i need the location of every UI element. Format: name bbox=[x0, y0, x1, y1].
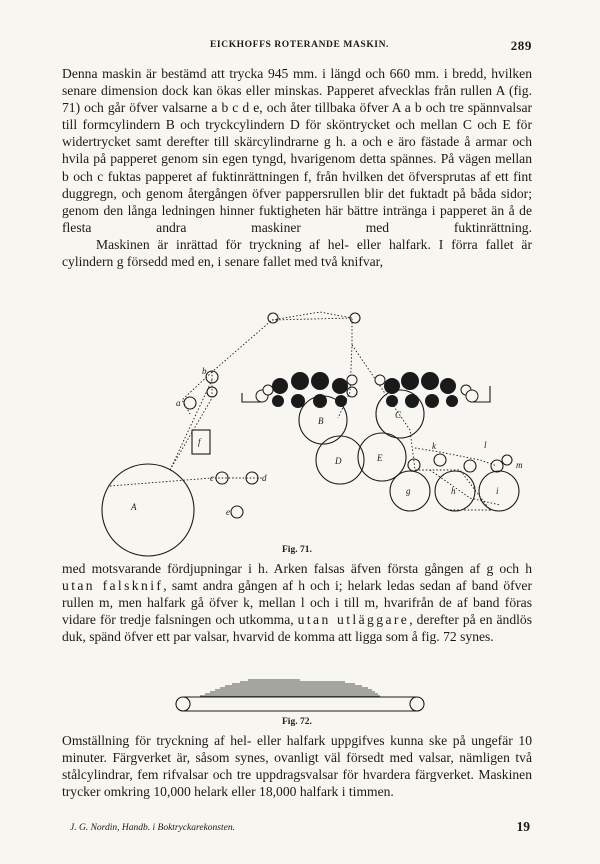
page-number: 289 bbox=[510, 38, 532, 53]
paragraph-3: med motsvarande fördjupningar i h. Arken falsas äfven första gången af g och h utan falsknif, samt andra gången af h och i; helark ledas sedan af band öfver rullen m, men halfark gå öfver k, mellan l och i till m, hvarifrån de af band föras vidare för tredje falsningen och utkomma, utan utläggare, derefter på en ändlös duk, spänd öfver ett par valsar, hvarvid de komma att ligga som å fig. 72 synes. bbox=[62, 561, 532, 645]
label-d: d bbox=[262, 473, 267, 483]
label-k: k bbox=[432, 441, 436, 451]
label-f: f bbox=[198, 437, 201, 447]
belt-roller-right bbox=[410, 697, 424, 711]
label-B: B bbox=[318, 416, 324, 426]
label-E: E bbox=[377, 453, 383, 463]
paragraph-1: Denna maskin är bestämd att trycka 945 mm. i längd och 660 mm. i bredd, hvilken senare dimension dock kan ökas eller minskas. Papperet afvecklas från rullen A (fig. 71) och går öfver valsarne a b c d e, och åter tillbaka öfver A a b och tre spännvalsar till formcylindern B och tryckcylindern D för sköntrycket och mellan C och E för widertrycket samt derefter till skärcylindrarne g h. a och e äro fästade å armar och hvila på papperet genom sin egen tyngd, hvarigenom detta spännes. På vägen mellan b och c fuktas papperet af fuktinrättningen f, från hvilken det öfversprutas af ett fint duggregn, och genom återgången öfver pappersrullen blir det fuktadt på båda sidor; genom den långa ledningen hinner fuktigheten här bättre intränga i papperet än å de flesta andra maskiner med fuktinrättning. bbox=[62, 66, 532, 235]
label-a: a bbox=[176, 398, 181, 408]
label-A: A bbox=[131, 502, 137, 512]
label-m: m bbox=[516, 460, 523, 470]
running-title: EICKHOFFS ROTERANDE MASKIN. bbox=[210, 40, 390, 50]
page-footer bbox=[70, 819, 530, 834]
label-b: b bbox=[202, 366, 207, 376]
figure-72-caption: Fig. 72. bbox=[282, 717, 312, 727]
label-D: D bbox=[335, 456, 342, 466]
label-i: i bbox=[496, 486, 499, 496]
label-l: l bbox=[484, 440, 487, 450]
paragraph-2: Maskinen är inrättad för tryckning af hel- eller halfark. I förra fallet är cylindern g försedd med en, i senare fallet med två knifvar, bbox=[62, 236, 532, 270]
paragraph-4: Omställning för tryckning af hel- eller halfark uppgifves kunna ske på ungefär 10 minuter. Färgverket är, såsom synes, ovanligt väl försedt med valsar, nämligen två stålcylindrar, fem rifvalsar och tre uppdragsvalsar för hvardera färgverket. Maskinen trycker omkring 10,000 helark eller 18,000 halfark i timmen. bbox=[62, 733, 532, 800]
belt-roller-left bbox=[176, 697, 190, 711]
label-c: c bbox=[210, 473, 214, 483]
stacked-sheets bbox=[200, 680, 380, 696]
label-g: g bbox=[406, 486, 411, 496]
footer-source: J. G. Nordin, Handb. i Boktryckarekonsten. bbox=[70, 823, 235, 833]
figure-71-caption: Fig. 71. bbox=[282, 545, 312, 555]
text-block-bottom bbox=[62, 732, 532, 800]
label-C: C bbox=[395, 410, 402, 420]
label-e: e bbox=[226, 507, 230, 517]
sheet-signature: 19 bbox=[516, 819, 530, 834]
label-h: h bbox=[451, 486, 456, 496]
